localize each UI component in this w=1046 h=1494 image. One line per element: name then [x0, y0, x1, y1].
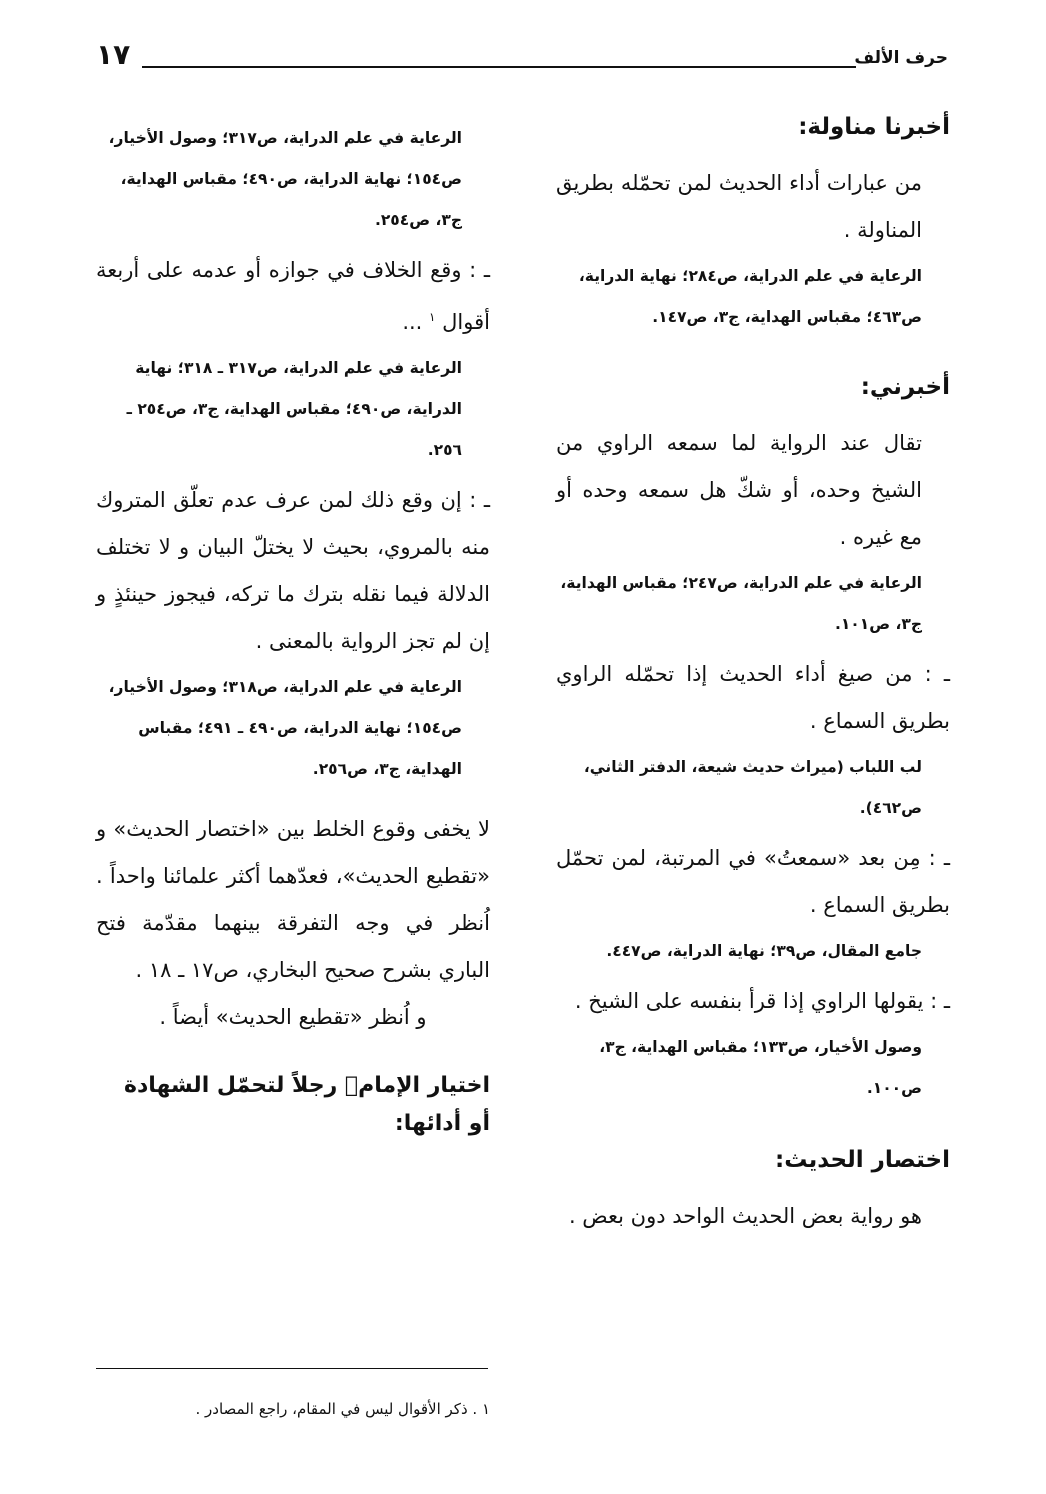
- see-also: و اُنظر «تقطيع الحديث» أيضاً .: [159, 1005, 427, 1029]
- entry-reference: الرعاية في علم الدراية، ص٢٤٧؛ مقباس الهداية، ج٣، ص١٠١.: [560, 574, 922, 633]
- entry-subitem: [96, 247, 490, 346]
- page-number: ١٧: [96, 38, 131, 71]
- note-paragraph: لا يخفى وقوع الخلط بين «اختصار الحديث» و «تقطيع الحديث»، فعدّهما أكثر علمائنا واحداً . اُنظر في وجه التفرقة بينهما مقدّمة فتح الباري بشرح صحيح البخاري، ص١٧ ـ ١٨ .: [96, 817, 490, 982]
- footnote-marker[interactable]: ١: [429, 310, 436, 324]
- chapter-title: حرف الألف: [854, 48, 948, 68]
- subitem-text: ـ : وقع الخلاف في جوازه أو عدمه على أربعة أقوال: [96, 258, 490, 334]
- entry-title: أخبرني:: [860, 374, 950, 400]
- ellipsis: ...: [402, 310, 423, 334]
- entry-reference: الرعاية في علم الدراية، ص٣١٧؛ وصول الأخيار، ص١٥٤؛ نهاية الدراية، ص٤٩٠؛ مقباس الهداية، ج٣، ص٢٥٤.: [108, 129, 462, 229]
- entry-title: أخبرنا مناولة:: [798, 114, 950, 140]
- entry-definition: من عبارات أداء الحديث لمن تحمّله بطريق المناولة .: [556, 171, 922, 242]
- entry-reference: الرعاية في علم الدراية، ص٣١٨؛ وصول الأخيار، ص١٥٤؛ نهاية الدراية، ص٤٩٠ ـ ٤٩١؛ مقباس الهداية، ج٣، ص٢٥٦.: [108, 678, 462, 778]
- entry-reference: لب اللباب (ميراث حديث شيعة، الدفتر الثاني، ص٤٦٢).: [583, 758, 922, 817]
- page-header: [96, 38, 948, 78]
- header-rule: [142, 66, 856, 68]
- entry-subitem: ـ : من صيغ أداء الحديث إذا تحمّله الراوي بطريق السماع .: [556, 662, 950, 733]
- entry-title: اختيار الإمامؑ رجلاً لتحمّل الشهادة أو أدائها:: [123, 1073, 490, 1136]
- entry-reference: الرعاية في علم الدراية، ص٣١٧ ـ ٣١٨؛ نهاية الدراية، ص٤٩٠؛ مقباس الهداية، ج٣، ص٢٥٤ ـ ٢٥٦.: [126, 359, 462, 459]
- entry-definition: تقال عند الرواية لما سمعه الراوي من الشيخ وحده، أو شكّ هل سمعه وحده أو مع غيره .: [556, 431, 922, 549]
- entry-reference: وصول الأخيار، ص١٣٣؛ مقباس الهداية، ج٣، ص١٠٠.: [599, 1038, 922, 1097]
- right-column: [556, 110, 950, 1240]
- footnote: ١ . ذكر الأقوال ليس في المقام، راجع المصادر .: [195, 1400, 490, 1418]
- entry-reference: الرعاية في علم الدراية، ص٢٨٤؛ نهاية الدراية، ص٤٦٣؛ مقباس الهداية، ج٣، ص١٤٧.: [578, 267, 922, 326]
- left-column: [96, 118, 490, 1143]
- entry-subitem: ـ : مِن بعد «سمعتُ» في المرتبة، لمن تحمّل بطريق السماع .: [556, 846, 950, 917]
- entry-reference: جامع المقال، ص٣٩؛ نهاية الدراية، ص٤٤٧.: [606, 942, 922, 960]
- footnote-rule: [96, 1368, 488, 1369]
- entry-definition: هو رواية بعض الحديث الواحد دون بعض .: [568, 1204, 922, 1228]
- entry-title: اختصار الحديث:: [775, 1147, 950, 1173]
- entry-subitem: ـ : إن وقع ذلك لمن عرف عدم تعلّق المتروك منه بالمروي، بحيث لا يختلّ البيان و لا تختلف الدلالة فيما نقله بترك ما تركه، فيجوز حينئذٍ و إن لم تجز الرواية بالمعنى .: [96, 488, 490, 653]
- entry-subitem: ـ : يقولها الراوي إذا قرأ بنفسه على الشيخ .: [574, 989, 950, 1013]
